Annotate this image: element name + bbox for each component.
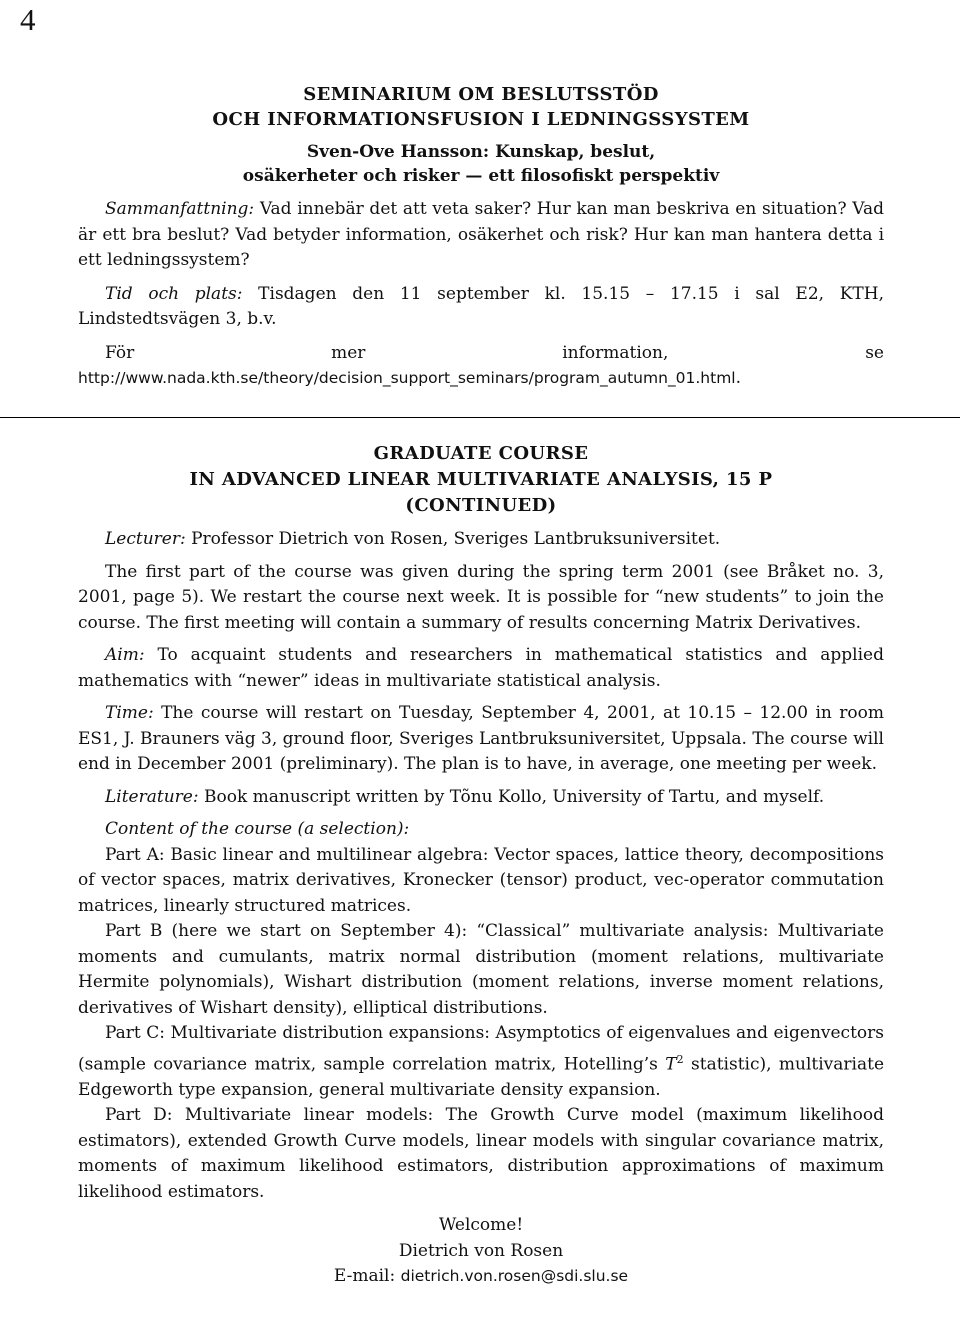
summary-text: Vad innebär det att veta saker? Hur kan man beskriva en situation? Vad är ett bra beslut? Vad betyder information, osäkerhet och risk? Hur kan man hantera detta i ett ledningssystem? (78, 199, 884, 270)
seminar-more-info (78, 341, 884, 392)
seminar-title-line2: OCH INFORMATIONSFUSION I LEDNINGSSYSTEM (212, 109, 750, 130)
course-lecturer (78, 527, 884, 553)
summary-label: Sammanfattning: (105, 199, 255, 219)
more-info-link[interactable]: http://www.nada.kth.se/theory/decision_support_seminars/program_autumn_01.html (78, 369, 736, 387)
literature-label: Literature: (105, 786, 199, 807)
course-literature (78, 785, 884, 811)
email-address[interactable]: dietrich.von.rosen@sdi.slu.se (400, 1267, 629, 1286)
course-part-d: Part D: Multivariate linear models: The Growth Curve model (maximum likelihood estimators), extended Growth Curve models, linear models with singular covariance matrix, moments of maximum likelihood estimators, distribution approximations of maximum likelihood estimators. (78, 1105, 884, 1202)
literature-text: Book manuscript written by Tõnu Kollo, University of Tartu, and myself. (198, 786, 825, 807)
seminar-summary (78, 197, 884, 274)
course-part-a: Part A: Basic linear and multilinear algebra: Vector spaces, lattice theory, decompositions of vector spaces, matrix derivatives, Kronecker (tensor) product, vec-operator commutation matrices, linearly structured matrices. (78, 844, 884, 916)
seminar-title-line1: SEMINARIUM OM BESLUTSSTÖD (303, 84, 659, 105)
time-label: Time: (105, 703, 154, 723)
time-text: The course will restart on Tuesday, September 4, 2001, at 10.15 – 12.00 in room ES1, J. Brauners väg 3, ground floor, Sveriges Lantbruksuniversitet, Uppsala. The course will end in December 2001 (preliminary). The plan is to have, in average, one meeting per week. (78, 703, 884, 774)
aim-text: To acquaint students and researchers in mathematical statistics and applied mathematics with “newer” ideas in multivariate statistical analysis. (78, 645, 884, 691)
part-c-before: Part C: Multivariate distribution expansions: Asymptotics of eigenvalues and eigenvectors (sample covariance matrix, sample correlation matrix, Hotelling’s (78, 1023, 884, 1075)
course-intro: The first part of the course was given during the spring term 2001 (see Bråket no. 3, 2001, page 5). We restart the course next week. It is possible for “new students” to join the course. The first meeting will contain a summary of results concerning Matrix Derivatives. (78, 561, 884, 633)
closing-email (78, 1264, 884, 1290)
part-c-after: statistic), multivariate Edgeworth type expansion, general multivariate density expansion. (78, 1054, 884, 1100)
more-info-end: . (735, 368, 742, 388)
course-part-b: Part B (here we start on September 4): “Classical” multivariate analysis: Multivariate moments and cumulants, matrix normal distribution (moment relations, multivariate Hermite polynomials), Wishart distribution (moment relations, inverse moment relations, derivatives of Wishart density), elliptical distributions. (78, 921, 884, 1018)
lecturer-text: Professor Dietrich von Rosen, Sveriges Lantbruksuniversitet. (185, 529, 721, 549)
seminar-subtitle-line1: Sven-Ove Hansson: Kunskap, beslut, (306, 142, 656, 162)
section-divider (0, 417, 960, 418)
part-c-variable: T (665, 1054, 677, 1075)
more-info-text: För mer information, se (105, 342, 884, 363)
part-c-superscript: 2 (676, 1052, 684, 1066)
seminar-title (78, 82, 884, 132)
content-label: Content of the course (a selection): (105, 819, 410, 839)
seminar-subtitle-line2: osäkerheter och risker — ett filosofiskt perspektiv (242, 166, 720, 186)
closing-welcome: Welcome! (438, 1215, 524, 1236)
course-part-c (78, 1021, 884, 1103)
seminar-announcement (78, 82, 884, 392)
time-place-text: Tisdagen den 11 september kl. 15.15 – 17.15 i sal E2, KTH, Lindstedtsvägen 3, b.v. (78, 283, 884, 329)
closing-signature: Dietrich von Rosen (398, 1240, 564, 1261)
course-title (78, 441, 884, 519)
lecturer-label: Lecturer: (105, 529, 186, 549)
course-aim (78, 643, 884, 694)
course-title-line2: IN ADVANCED LINEAR MULTIVARIATE ANALYSIS, 15 P (189, 469, 773, 490)
course-title-line1: GRADUATE COURSE (373, 443, 589, 464)
course-content-heading (78, 817, 884, 843)
aim-label: Aim: (105, 645, 145, 665)
seminar-time-place (78, 282, 884, 333)
seminar-subtitle (78, 140, 884, 189)
time-place-label: Tid och plats: (105, 283, 243, 304)
page-number: 4 (20, 2, 36, 37)
course-title-line3: (CONTINUED) (405, 495, 557, 516)
email-label: E-mail: (333, 1266, 401, 1287)
course-announcement (78, 441, 884, 1290)
course-time (78, 701, 884, 778)
